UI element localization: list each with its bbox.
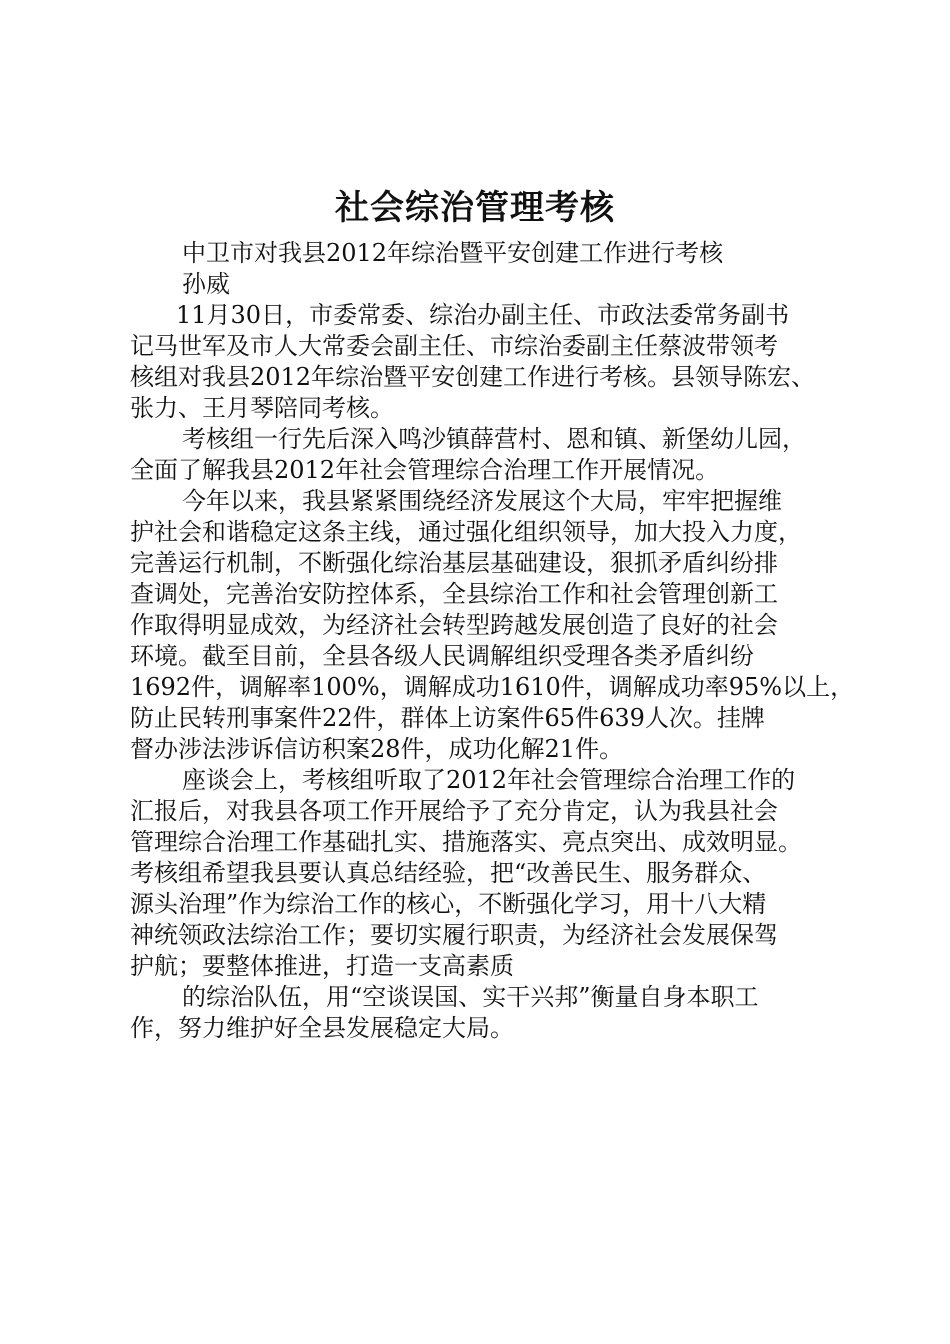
document-author: 孙威	[182, 270, 230, 298]
paragraph-line: 查调处，完善治安防控体系，全县综治工作和社会管理创新工	[130, 580, 778, 608]
paragraph-line: 源头治理”作为综治工作的核心，不断强化学习，用十八大精	[130, 890, 767, 918]
paragraph-line: 防止民转刑事案件22件，群体上访案件65件639人次。挂牌	[130, 704, 765, 732]
paragraph-line: 记马世军及市人大常委会副主任、市综治委副主任蔡波带领考	[130, 332, 778, 360]
paragraph-line: 的综治队伍，用“空谈误国、实干兴邦”衡量自身本职工	[182, 983, 759, 1011]
paragraph-line: 张力、王月琴陪同考核。	[130, 394, 394, 422]
paragraph-line: 环境。截至目前，全县各级人民调解组织受理各类矛盾纠纷	[130, 642, 754, 670]
paragraph-line: 作取得明显成效，为经济社会转型跨越发展创造了良好的社会	[130, 611, 778, 639]
paragraph-3	[130, 486, 855, 765]
paragraph-line: 护航；要整体推进，打造一支高素质	[130, 952, 514, 980]
paragraph-line: 全面了解我县2012年社会管理综合治理工作开展情况。	[130, 456, 720, 484]
paragraph-line: 11月30日，市委常委、综治办副主任、市政法委常务副书	[176, 301, 790, 329]
paragraph-line: 汇报后，对我县各项工作开展给予了充分肯定，认为我县社会	[130, 797, 778, 825]
paragraph-line: 今年以来，我县紧紧围绕经济发展这个大局，牢牢把握维	[182, 487, 782, 515]
paragraph-line: 考核组希望我县要认真总结经验，把“改善民生、服务群众、	[130, 859, 767, 887]
document-subtitle: 中卫市对我县2012年综治暨平安创建工作进行考核	[182, 239, 724, 267]
paragraph-1	[130, 300, 825, 424]
paragraph-line: 座谈会上，考核组听取了2012年社会管理综合治理工作的	[182, 766, 796, 794]
paragraph-line: 作，努力维护好全县发展稳定大局。	[130, 1014, 514, 1042]
document-title: 社会综治管理考核	[335, 188, 615, 228]
paragraph-line: 1692件，调解率100%，调解成功1610件，调解成功率95%以上，	[130, 673, 855, 701]
paragraph-line: 督办涉法涉诉信访积案28件，成功化解21件。	[130, 735, 624, 763]
paragraph-2	[130, 424, 825, 486]
paragraph-line: 神统领政法综治工作；要切实履行职责，为经济社会发展保驾	[130, 921, 778, 949]
document-body	[130, 238, 855, 1044]
paragraph-line: 核组对我县2012年综治暨平安创建工作进行考核。县领导陈宏、	[130, 363, 816, 391]
paragraph-5	[130, 982, 825, 1044]
paragraph-line: 护社会和谐稳定这条主线，通过强化组织领导，加大投入力度，	[130, 518, 802, 546]
paragraph-4	[130, 765, 825, 982]
paragraph-line: 管理综合治理工作基础扎实、措施落实、亮点突出、成效明显。	[130, 828, 802, 856]
paragraph-line: 考核组一行先后深入鸣沙镇薛营村、恩和镇、新堡幼儿园，	[182, 425, 806, 453]
paragraph-line: 完善运行机制，不断强化综治基层基础建设，狠抓矛盾纠纷排	[130, 549, 778, 577]
